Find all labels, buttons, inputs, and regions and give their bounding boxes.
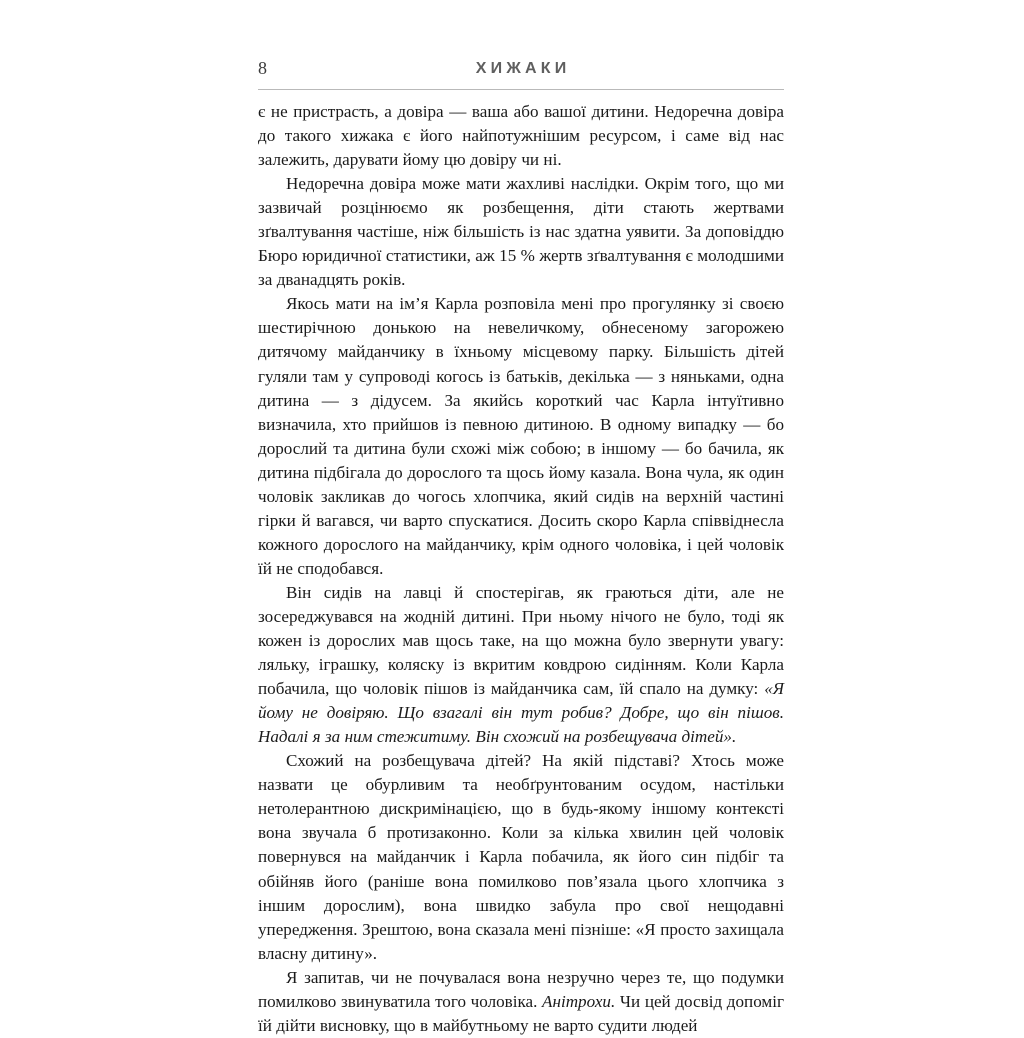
body-text-block — [258, 100, 784, 1038]
header-rule — [258, 89, 784, 90]
text-run: Я запитав, чи не почувалася вона незручно через те, що подумки помилково звинуватила того чоловіка. — [258, 967, 784, 1011]
text-run: є не пристрасть, а довіра — ваша або вашої дитини. Недоречна довіра до такого хижака є його найпотужнішим ресурсом, і саме від нас залежить, дарувати йому цю довіру чи ні. — [258, 102, 784, 170]
running-head — [258, 56, 784, 90]
paragraph — [258, 172, 784, 292]
italic-run: «Я йому не довіряю. Що взагалі він тут робив? Добре, що він пішов. Надалі я за ним стежитиму. Він схожий на розбещувача дітей». — [258, 679, 784, 747]
text-run: Схожий на розбещувача дітей? На якій підставі? Хтось може назвати це обурливим та необґрунтованим осудом, настільки нетолерантною дискримінацією, що в будь-якому іншому контексті вона звучала б протизаконно. Коли за кілька хвилин цей чоловік повернувся на майданчик і Карла побачила, як його син підбіг та обійняв його (раніше вона помилково пов’язала цього хлопчика з іншим дорослим), вона швидко забула про свої нещодавні упередження. Зрештою, вона сказала мені пізніше: «Я просто захищала власну дитину». — [258, 751, 784, 963]
page-number: 8 — [258, 58, 267, 78]
paragraph — [258, 749, 784, 965]
running-title: ХИЖАКИ — [475, 60, 571, 77]
text-run: Чи цей досвід допоміг їй дійти висновку, що в майбутньому не варто судити людей — [258, 991, 784, 1035]
text-run: Недоречна довіра може мати жахливі наслідки. Окрім того, що ми зазвичай розцінюємо як розбещення, діти стають жертвами зґвалтування частіше, ніж більшість із нас здатна уявити. За доповіддю Бюро юридичної статистики, аж 15 % жертв зґвалтування є молодшими за дванадцять років. — [258, 174, 784, 290]
text-run: Він сидів на лавці й спостерігав, як граються діти, але не зосереджувався на жодній дитині. При ньому нічого не було, тоді як кожен із дорослих мав щось таке, на що можна було звернути увагу: ляльку, іграшку, коляску із вкритим ковдрою сидінням. Коли Карла побачила, що чоловік пішов із майданчика сам, їй спало на думку: — [258, 582, 784, 699]
paragraph — [258, 581, 784, 749]
text-run: Якось мати на ім’я Карла розповіла мені про прогулянку зі своєю шестирічною донькою на невеличкому, обнесеному загорожею дитячому майданчику в їхньому місцевому парку. Більшість дітей гуляли там у супроводі когось із батьків, декілька — з няньками, одна дитина — з дідусем. За якийсь короткий час Карла інтуїтивно визначила, хто прийшов із певною дитиною. В одному випадку — бо дорослий та дитина були схожі між собою; в іншому — бо бачила, як дитина підбігала до дорослого та щось йому казала. Вона чула, як один чоловік закликав до чогось хлопчика, який сидів на верхній частині гірки й вагався, чи варто спускатися. Досить скоро Карла співвіднесла кожного дорослого на майданчику, крім одного чоловіка, і цей чоловік їй не сподобався. — [258, 294, 784, 578]
paragraph — [258, 966, 784, 1038]
italic-run: Анітрохи. — [542, 991, 616, 1011]
paragraph — [258, 100, 784, 172]
paragraph — [258, 292, 784, 581]
